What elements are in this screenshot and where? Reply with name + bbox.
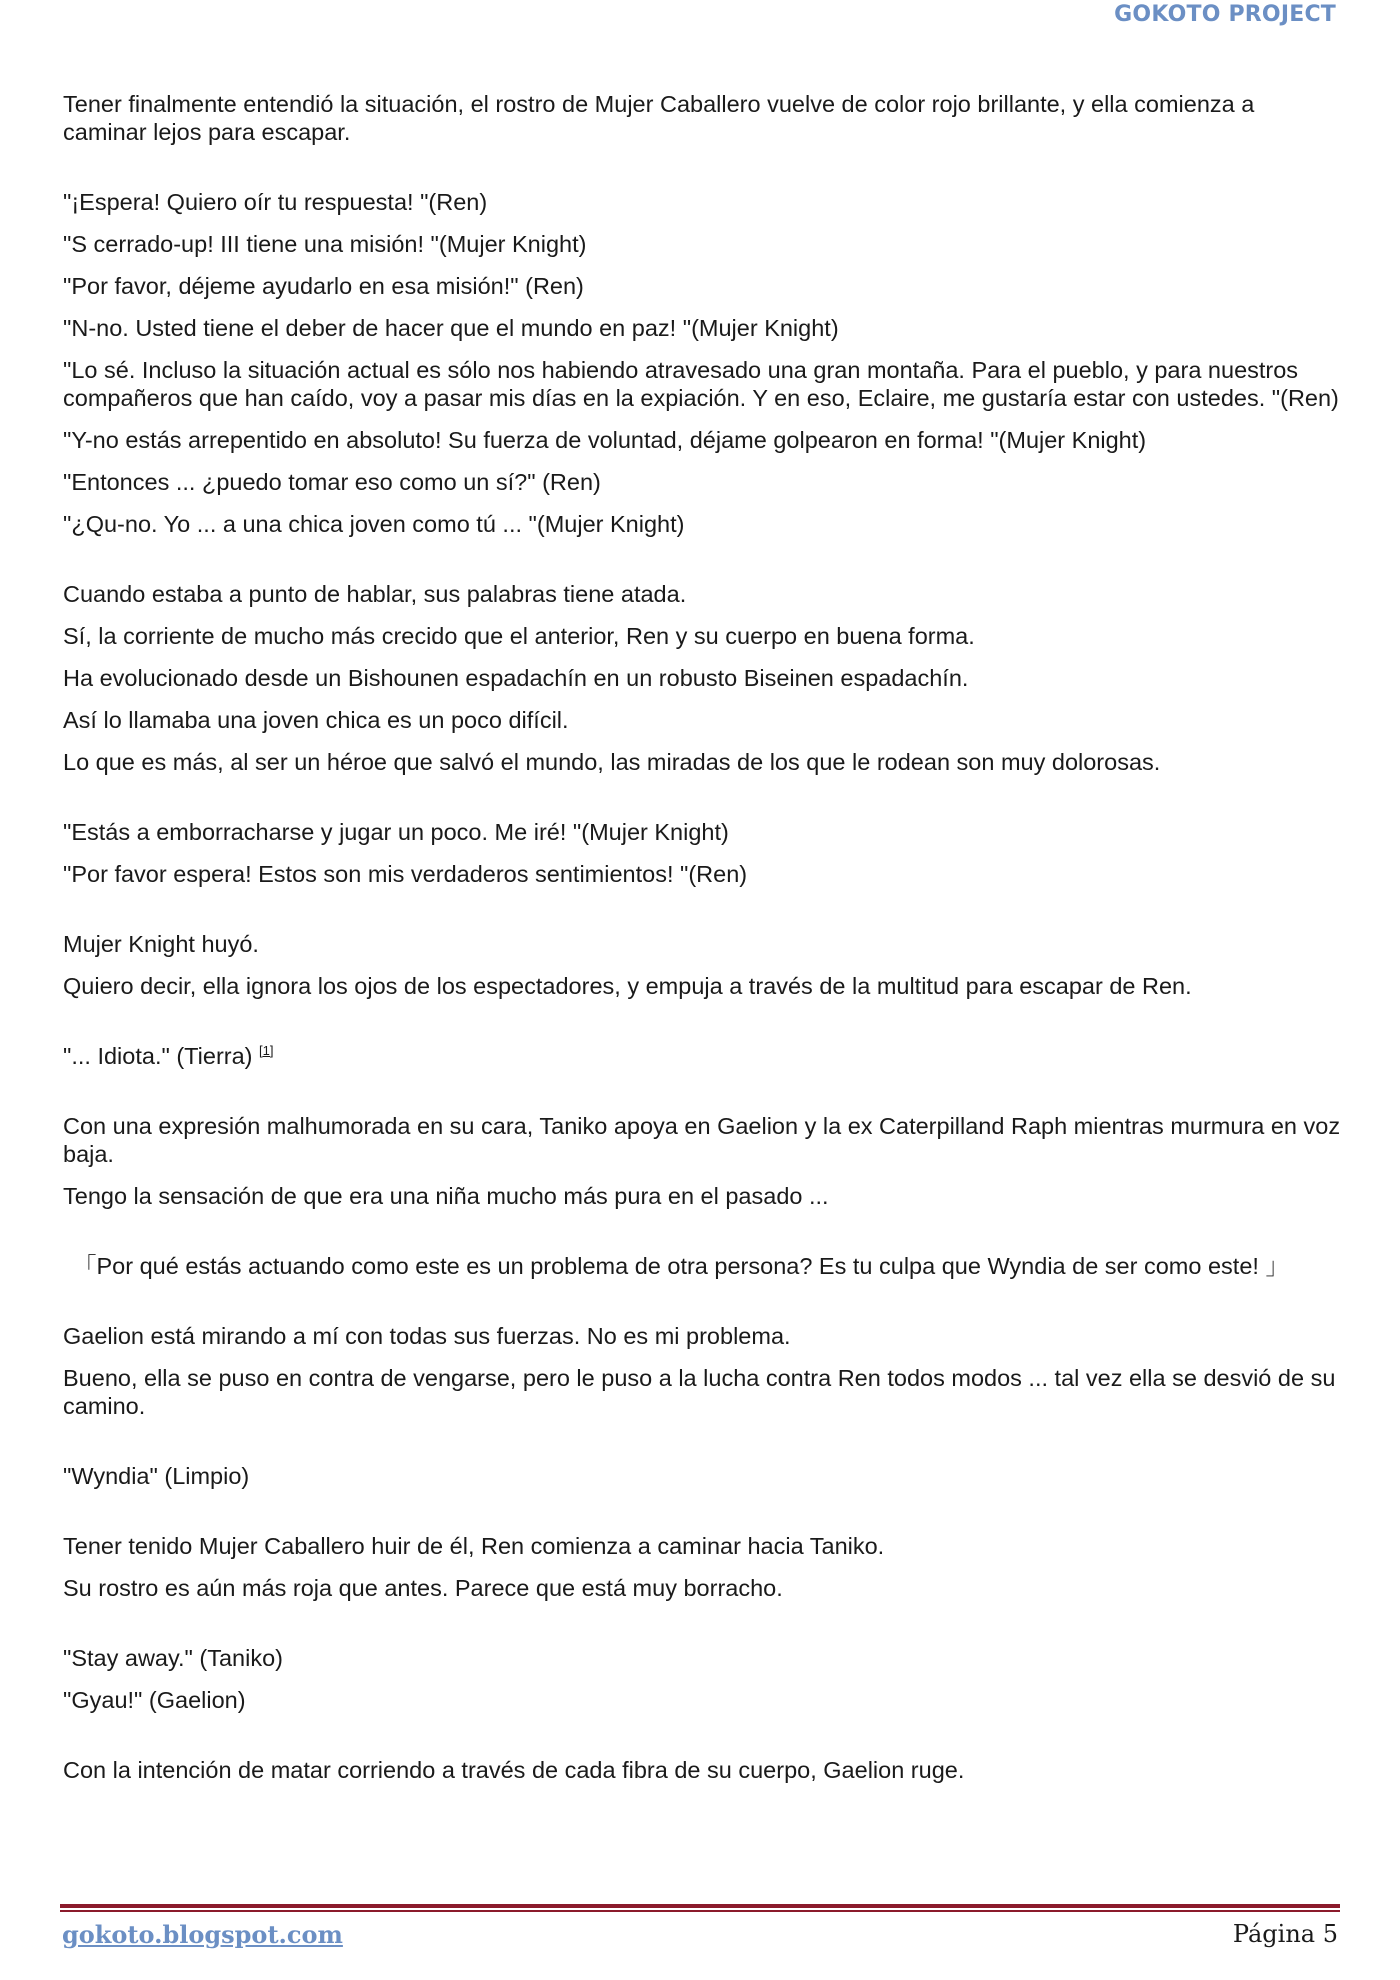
dialogue-line-with-footnote xyxy=(63,1042,1343,1070)
paragraph: Con la intención de matar corriendo a través de cada fibra de su cuerpo, Gaelion ruge. xyxy=(63,1757,965,1783)
paragraph: Quiero decir, ella ignora los ojos de los espectadores, y empuja a través de la multitud para escapar de Ren. xyxy=(63,973,1192,999)
dialogue-line: "Gyau!" (Gaelion) xyxy=(63,1687,246,1713)
footer-divider-thin xyxy=(60,1910,1340,1912)
footnote-link[interactable]: [1] xyxy=(259,1043,274,1059)
dialogue-line: "Entonces ... ¿puedo tomar eso como un sí?" (Ren) xyxy=(63,469,601,495)
footer-blog-link[interactable]: gokoto.blogspot.com xyxy=(62,1920,343,1949)
dialogue-line: "Estás a emborracharse y jugar un poco. Me iré! "(Mujer Knight) xyxy=(63,819,729,845)
paragraph: Sí, la corriente de mucho más crecido que el anterior, Ren y su cuerpo en buena forma. xyxy=(63,623,975,649)
paragraph: Así lo llamaba una joven chica es un poco difícil. xyxy=(63,707,569,733)
dialogue-line: "Stay away." (Taniko) xyxy=(63,1645,283,1671)
dialogue-line: "Lo sé. Incluso la situación actual es sólo nos habiendo atravesado una gran montaña. Para el pueblo, y para nuestros compañeros que han caído, voy a pasar mis días en la expiación. Y en eso, Eclaire, me gustaría estar con ustedes. "(Ren) xyxy=(63,357,1339,411)
paragraph: Tener tenido Mujer Caballero huir de él, Ren comienza a caminar hacia Taniko. xyxy=(63,1533,885,1559)
dialogue-line: "Por favor espera! Estos son mis verdaderos sentimientos! "(Ren) xyxy=(63,861,748,887)
page-header-title: GOKOTO PROJECT xyxy=(1114,2,1336,27)
paragraph: Bueno, ella se puso en contra de vengarse, pero le puso a la lucha contra Ren todos modos ... tal vez ella se desvió de su camino. xyxy=(63,1365,1336,1419)
bracketed-dialogue: 「Por qué estás actuando como este es un problema de otra persona? Es tu culpa que Wyndia de ser como este! 」 xyxy=(73,1253,1289,1279)
dialogue-line: "Wyndia" (Limpio) xyxy=(63,1463,250,1489)
dialogue-line: "S cerrado-up! III tiene una misión! "(Mujer Knight) xyxy=(63,231,587,257)
paragraph: Tengo la sensación de que era una niña mucho más pura en el pasado ... xyxy=(63,1183,829,1209)
paragraph: Cuando estaba a punto de hablar, sus palabras tiene atada. xyxy=(63,581,687,607)
dialogue-line: "Y-no estás arrepentido en absoluto! Su fuerza de voluntad, déjame golpearon en forma! "(Mujer Knight) xyxy=(63,427,1147,453)
paragraph: Gaelion está mirando a mí con todas sus fuerzas. No es mi problema. xyxy=(63,1323,791,1349)
dialogue-line: "¿Qu-no. Yo ... a una chica joven como tú ... "(Mujer Knight) xyxy=(63,511,685,537)
paragraph: Su rostro es aún más roja que antes. Parece que está muy borracho. xyxy=(63,1575,783,1601)
page-number: Página 5 xyxy=(1232,1920,1338,1948)
paragraph: Mujer Knight huyó. xyxy=(63,931,259,957)
dialogue-line: "Por favor, déjeme ayudarlo en esa misión!" (Ren) xyxy=(63,273,584,299)
paragraph: Con una expresión malhumorada en su cara, Taniko apoya en Gaelion y la ex Caterpilland Raph mientras murmura en voz baja. xyxy=(63,1113,1341,1167)
footer-divider-thick xyxy=(60,1904,1340,1908)
dialogue-line: "N-no. Usted tiene el deber de hacer que el mundo en paz! "(Mujer Knight) xyxy=(63,315,839,341)
footer-divider xyxy=(60,1904,1340,1913)
dialogue-text: "... Idiota." (Tierra) xyxy=(63,1043,260,1069)
paragraph: Ha evolucionado desde un Bishounen espadachín en un robusto Biseinen espadachín. xyxy=(63,665,969,691)
paragraph: Tener finalmente entendió la situación, el rostro de Mujer Caballero vuelve de color rojo brillante, y ella comienza a caminar lejos para escapar. xyxy=(63,91,1255,145)
document-body xyxy=(63,90,1343,1798)
paragraph: Lo que es más, al ser un héroe que salvó el mundo, las miradas de los que le rodean son muy dolorosas. xyxy=(63,749,1161,775)
dialogue-line: "¡Espera! Quiero oír tu respuesta! "(Ren) xyxy=(63,189,488,215)
